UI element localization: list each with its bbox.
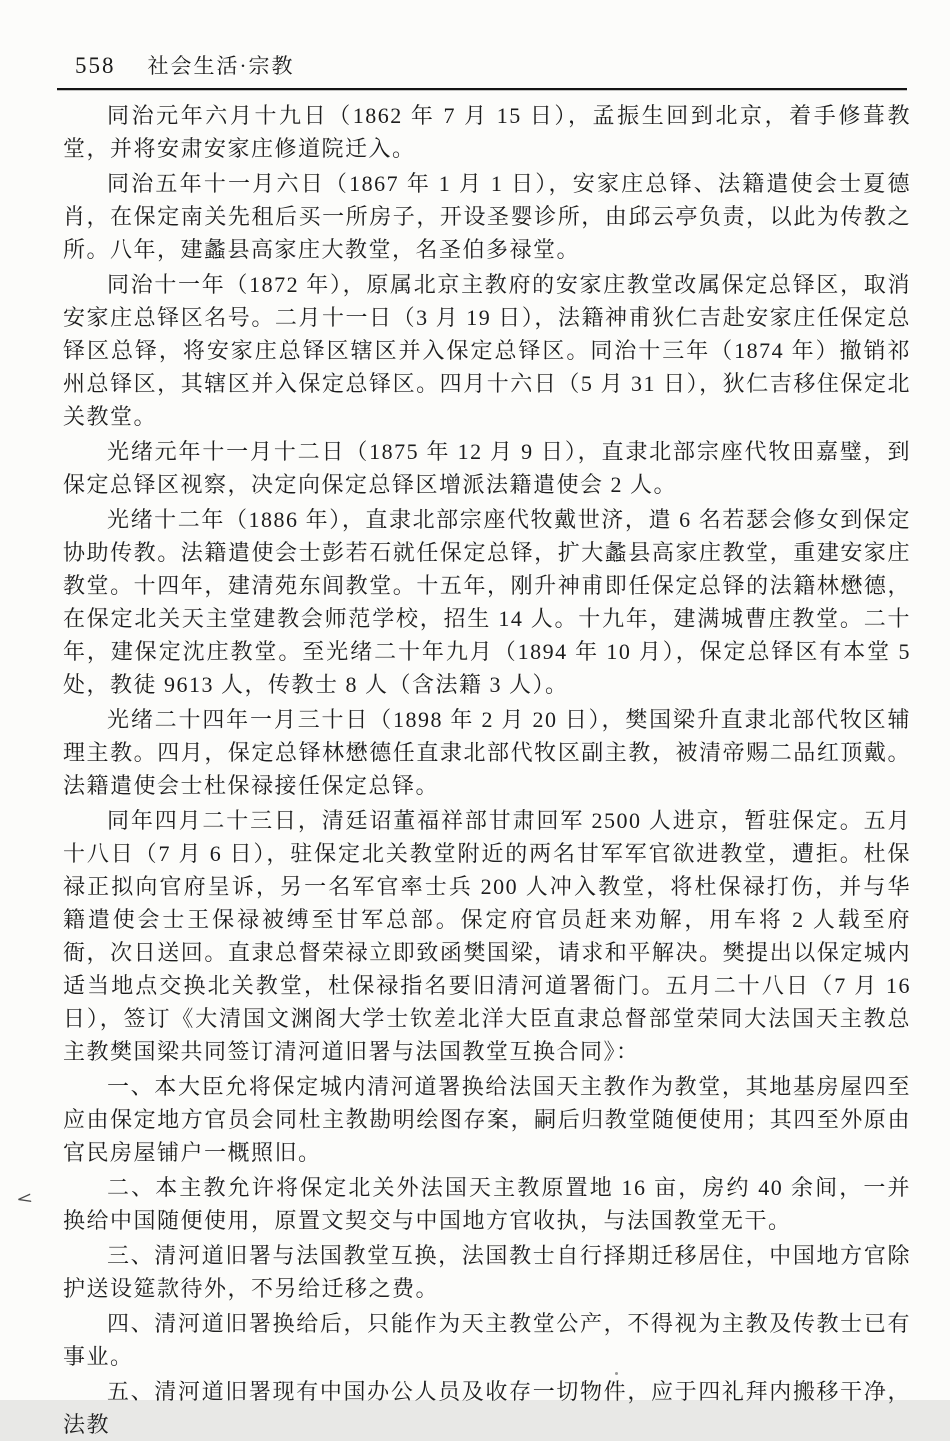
page-number: 558 [75, 53, 116, 78]
paragraph-guangxu-1: 光绪元年十一月十二日（1875 年 12 月 9 日），直隶北部宗座代牧田嘉璧，到保定总铎区视察，决定向保定总铎区增派法籍遣使会 2 人。 [63, 439, 911, 497]
scan-speck [503, 246, 506, 249]
section-title: 社会生活·宗教 [147, 54, 295, 78]
running-head [75, 50, 905, 80]
paragraph-guangxu-12: 光绪十二年（1886 年），直隶北部宗座代牧戴世济，遣 6 名若瑟会修女到保定协助传教。法籍遣使会士彭若石就任保定总铎，扩大蠡县高家庄教堂，重建安家庄教堂。十四年，建清苑东闾教堂。十五年，刚升神甫即任保定总铎的法籍林懋德，在保定北关天主堂建教会师范学校，招生 14 人。十九年，建满城曹庄教堂。二十年，建保定沈庄教堂。至光绪二十年九月（1894 年 10 月），保定总铎区有本堂 5 处，教徒 9613 人，传教士 8 人（含法籍 3 人）。 [63, 507, 911, 697]
header-rule [57, 88, 907, 90]
paragraph-tongzhi-1: 同治元年六月十九日（1862 年 7 月 15 日），孟振生回到北京，着手修葺教堂，并将安肃安家庄修道院迁入。 [63, 103, 911, 161]
scan-speck [466, 1024, 468, 1027]
scan-speck [350, 1107, 353, 1111]
contract-clause-3: 三、清河道旧署与法国教堂互换，法国教士自行择期迁移居住，中国地方官除护送设筵款待外，不另给迁移之费。 [63, 1243, 911, 1301]
scan-speck [615, 1372, 618, 1375]
paragraph-tongzhi-11: 同治十一年（1872 年），原属北京主教府的安家庄教堂改属保定总铎区，取消安家庄总铎区名号。二月十一日（3 月 19 日），法籍神甫狄仁吉赴安家庄任保定总铎区总铎，将安家庄总铎区辖区并入保定总铎区。同治十三年（1874 年）撤销祁州总铎区，其辖区并入保定总铎区。四月十六日（5 月 31 日），狄仁吉移住保定北关教堂。 [63, 272, 911, 429]
margin-pencil-mark: < [14, 1187, 35, 1209]
paragraph-tongzhi-5: 同治五年十一月六日（1867 年 1 月 1 日），安家庄总铎、法籍遣使会士夏德肖，在保定南关先租后买一所房子，开设圣婴诊所，由邱云亭负责，以此为传教之所。八年，建蠡县高家庄大教堂，名圣伯多禄堂。 [63, 171, 911, 262]
paragraph-gansu-incident: 同年四月二十三日，清廷诏董福祥部甘肃回军 2500 人进京，暂驻保定。五月十八日（7 月 6 日），驻保定北关教堂附近的两名甘军军官欲进教堂，遭拒。杜保禄正拟向官府呈诉，另一名军官率士兵 200 人冲入教堂，将杜保禄打伤，并与华籍遣使会士王保禄被缚至甘军总部。保定府官员赶来劝解，用车将 2 人载至府衙，次日送回。直隶总督荣禄立即致函樊国梁，请求和平解决。樊提出以保定城内适当地点交换北关教堂，杜保禄指名要旧清河道署衙门。五月二十八日（7 月 16 日），签订《大清国文渊阁大学士钦差北洋大臣直隶总督部堂荣同大法国天主教总主教樊国梁共同签订清河道旧署与法国教堂互换合同》： [63, 808, 911, 1064]
contract-clause-2: 二、本主教允许将保定北关外法国天主教原置地 16 亩，房约 40 余间，一并换给中国随便使用，原置文契交与中国地方官收执，与法国教堂无干。 [63, 1175, 911, 1233]
contract-clause-4: 四、清河道旧署换给后，只能作为天主教堂公产，不得视为主教及传教士已有事业。 [63, 1311, 911, 1369]
page-body [63, 99, 911, 1437]
paragraph-guangxu-24: 光绪二十四年一月三十日（1898 年 2 月 20 日），樊国梁升直隶北部代牧区辅理主教。四月，保定总铎林懋德任直隶北部代牧区副主教，被清帝赐二品红顶戴。法籍遣使会士杜保禄接任保定总铎。 [63, 707, 911, 798]
contract-clause-5: 五、清河道旧署现有中国办公人员及收存一切物件，应于四礼拜内搬移干净，法教 [63, 1379, 911, 1437]
contract-clause-1: 一、本大臣允将保定城内清河道署换给法国天主教作为教堂，其地基房屋四至应由保定地方官员会同杜主教勘明绘图存案，嗣后归教堂随便使用；其四至外原由官民房屋铺户一概照旧。 [63, 1074, 911, 1165]
